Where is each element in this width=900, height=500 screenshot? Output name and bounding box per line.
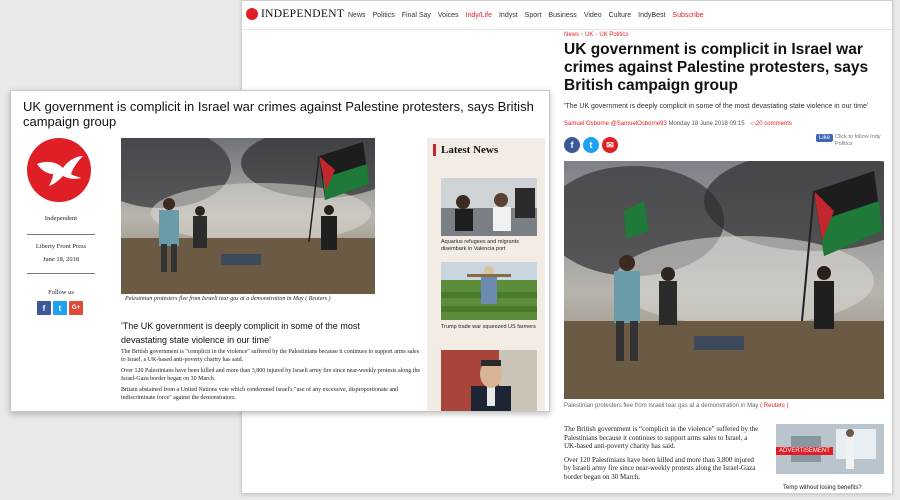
body-paragraph: Britain abstained from a United Nations vote which condemned Israel's "use of any excessive, disproportionate and indiscriminate force" against the demonstrators. [121, 387, 399, 401]
pull-quote: 'The UK government is deeply complicit in some of the most devastating state violence in our time' [121, 321, 360, 345]
body-paragraph: The British government is "complicit in the violence" suffered by the Palestinians because it continues to support arms sales to Israel, a UK-based anti-poverty charity has said. [121, 349, 420, 363]
photo-caption [564, 403, 788, 409]
comments-icon[interactable]: ▭ [750, 121, 756, 127]
nav-item-subscribe[interactable]: Subscribe [672, 12, 704, 19]
latest-news-heading: Latest News [433, 144, 498, 156]
google-plus-icon[interactable]: G+ [69, 301, 83, 315]
article-body [564, 425, 760, 486]
liberty-front-press-window [10, 90, 550, 412]
nav-item-video[interactable]: Video [583, 12, 602, 19]
breadcrumb: News › UK › UK Politics [564, 32, 629, 38]
nav-item-voices[interactable]: Voices [437, 12, 459, 19]
share-buttons [564, 137, 618, 153]
protest-photo [121, 138, 375, 294]
article-title: UK government is complicit in Israel war crimes against Palestine protesters, says British campaign group [23, 99, 534, 129]
author-handle[interactable]: @SamuelOsborne93 [610, 121, 667, 127]
advertisement-headline[interactable]: Temp without losing benefits? [783, 485, 862, 491]
publisher-name: Liberty Front Press [35, 243, 87, 250]
divider [27, 273, 95, 274]
farmer-photo [441, 262, 537, 320]
article-hero-image [564, 161, 884, 399]
follow-us-label: Follow us [48, 289, 74, 296]
eagle-icon [27, 138, 91, 202]
publish-date: Monday 18 June 2018 09:15 [668, 121, 745, 127]
news-thumbnail-assad[interactable] [441, 350, 537, 412]
email-share-icon[interactable]: ✉ [602, 137, 618, 153]
photo-caption-text: Palestinian protesters flee from Israeli tear gas at a demonstration in May [564, 403, 759, 409]
refugees-photo [441, 178, 537, 236]
photo-credit: ( Reuters ) [760, 403, 789, 409]
twitter-share-icon[interactable]: t [583, 137, 599, 153]
body-paragraph: Over 120 Palestinians have been killed and more than 3,800 injured by Israeli army fire since near-weekly protests along the Israel-Gaza border began on 30 March. [121, 368, 421, 382]
article-standfirst: 'The UK government is deeply complicit in some of the most devastating state violence in our time' [564, 103, 869, 110]
independent-navbar [242, 1, 892, 30]
news-caption[interactable]: Aquarius refugees and migrants disembark in Valencia port [441, 239, 519, 252]
independent-wordmark: INDEPENDENT [261, 8, 345, 20]
politician-photo [441, 350, 537, 412]
news-caption[interactable]: Trump trade war squeezed US farmers [441, 324, 536, 330]
nav-item-culture[interactable]: Culture [608, 12, 632, 19]
publish-date: June 18, 2018 [42, 256, 80, 263]
facebook-like-widget [816, 134, 885, 147]
nav-item-indy-life[interactable]: Indy/Life [465, 12, 492, 19]
facebook-share-icon[interactable]: f [564, 137, 580, 153]
comments-link[interactable]: 20 comments [755, 121, 792, 127]
social-buttons [37, 301, 83, 315]
independent-nav-menu [348, 12, 704, 19]
facebook-icon[interactable]: f [37, 301, 51, 315]
body-paragraph: Over 120 Palestinians have been killed and more than 3,800 injured by Israeli army fire since near-weekly protests along the Israel-Gaza border began on 30 March. [564, 455, 756, 481]
body-paragraph: The British government is “complicit in the violence” suffered by the Palestinians because it continues to support arms sales to Israel, a UK-based anti-poverty charity has said. [564, 425, 759, 450]
like-button[interactable]: Like [816, 134, 833, 142]
article-hero-image [121, 138, 375, 294]
latest-news-sidebar [427, 138, 545, 412]
protest-photo [564, 161, 884, 399]
article-title: UK government is complicit in Israel war crimes against Palestine protesters, says British campaign group [564, 41, 869, 94]
news-thumbnail-farmers[interactable] [441, 262, 537, 320]
breadcrumb-uk-politics[interactable]: UK Politics [599, 32, 629, 38]
nav-item-sport[interactable]: Sport [524, 12, 542, 19]
twitter-icon[interactable]: t [53, 301, 67, 315]
follow-indy-politics[interactable]: Click to follow Indy Politics [835, 134, 881, 147]
advertisement-label: ADVERTISEMENT [776, 447, 833, 455]
eagle-icon [246, 8, 258, 20]
nav-item-final-say[interactable]: Final Say [401, 12, 431, 19]
photo-caption: Palestinian protesters flee from Israeli tear gas at a demonstration in May ( Reuters ) [125, 296, 331, 302]
author-link[interactable]: Samuel Osborne [564, 121, 610, 127]
nav-item-news[interactable]: News [348, 12, 366, 19]
nav-item-indybest[interactable]: IndyBest [638, 12, 666, 19]
divider [27, 234, 95, 235]
article-byline [564, 120, 792, 127]
independent-logo[interactable] [246, 8, 344, 20]
news-thumbnail-refugees[interactable] [441, 178, 537, 236]
breadcrumb-uk[interactable]: UK [585, 32, 594, 38]
independent-eagle-logo [27, 138, 91, 202]
source-name: Independent [44, 215, 78, 222]
nav-item-indyst[interactable]: Indyst [498, 12, 518, 19]
nav-item-politics[interactable]: Politics [372, 12, 395, 19]
nav-item-business[interactable]: Business [548, 12, 577, 19]
breadcrumb-news[interactable]: News [564, 32, 580, 38]
article-body [121, 349, 421, 406]
